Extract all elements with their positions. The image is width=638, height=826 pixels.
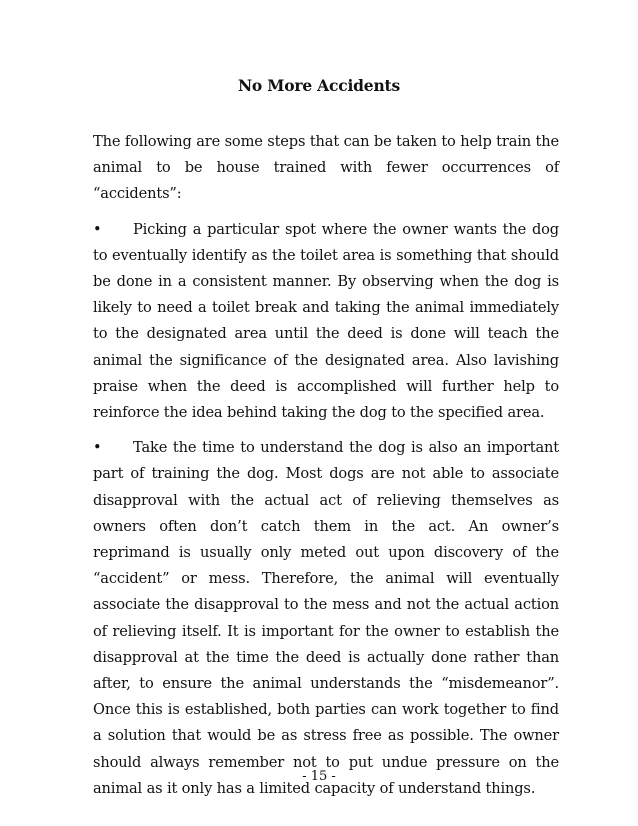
page-number: - 15 - bbox=[302, 769, 336, 784]
bullet-text-2: Take the time to understand the dog is also an important part of training the dog. Most dogs are not able to associate disapproval with the actual act of relieving themselves as owners often don’t catch them in the act. An owner’s reprimand is usually only meted out upon discovery of the “accident” or mess. Therefore, the animal will eventually associate the disapproval to the mess and not the actual action of relieving itself. It is important for the owner to establish the disapproval at the time the deed is actually done rather than after, to ensure the animal understands the “misdemeanor”. Once this is established, both parties can work together to find a solution that would be as stress free as possible. The owner should always remember not to put undue pressure on the animal as it only has a limited capacity of understand things. bbox=[93, 439, 559, 797]
bullet-text-1: Picking a particular spot where the owner wants the dog to eventually identify as the toilet area is something that should be done in a consistent manner. By observing when the dog is likely to need a toilet break and taking the animal immediately to the designated area until the deed is done will teach the animal the significance of the designated area. Also lavishing praise when the deed is accomplished will further help to reinforce the idea behind taking the dog to the specified area. bbox=[93, 220, 559, 422]
body-text bbox=[93, 129, 559, 811]
bullet-icon: • bbox=[93, 439, 102, 457]
bullet-icon: • bbox=[93, 220, 102, 238]
intro-paragraph: The following are some steps that can be taken to help train the animal to be house trained with fewer occurrences of “accidents”: bbox=[93, 133, 559, 203]
bullet-paragraph-1 bbox=[93, 217, 559, 427]
bullet-paragraph-2 bbox=[93, 435, 559, 802]
page-title: No More Accidents bbox=[237, 76, 401, 95]
